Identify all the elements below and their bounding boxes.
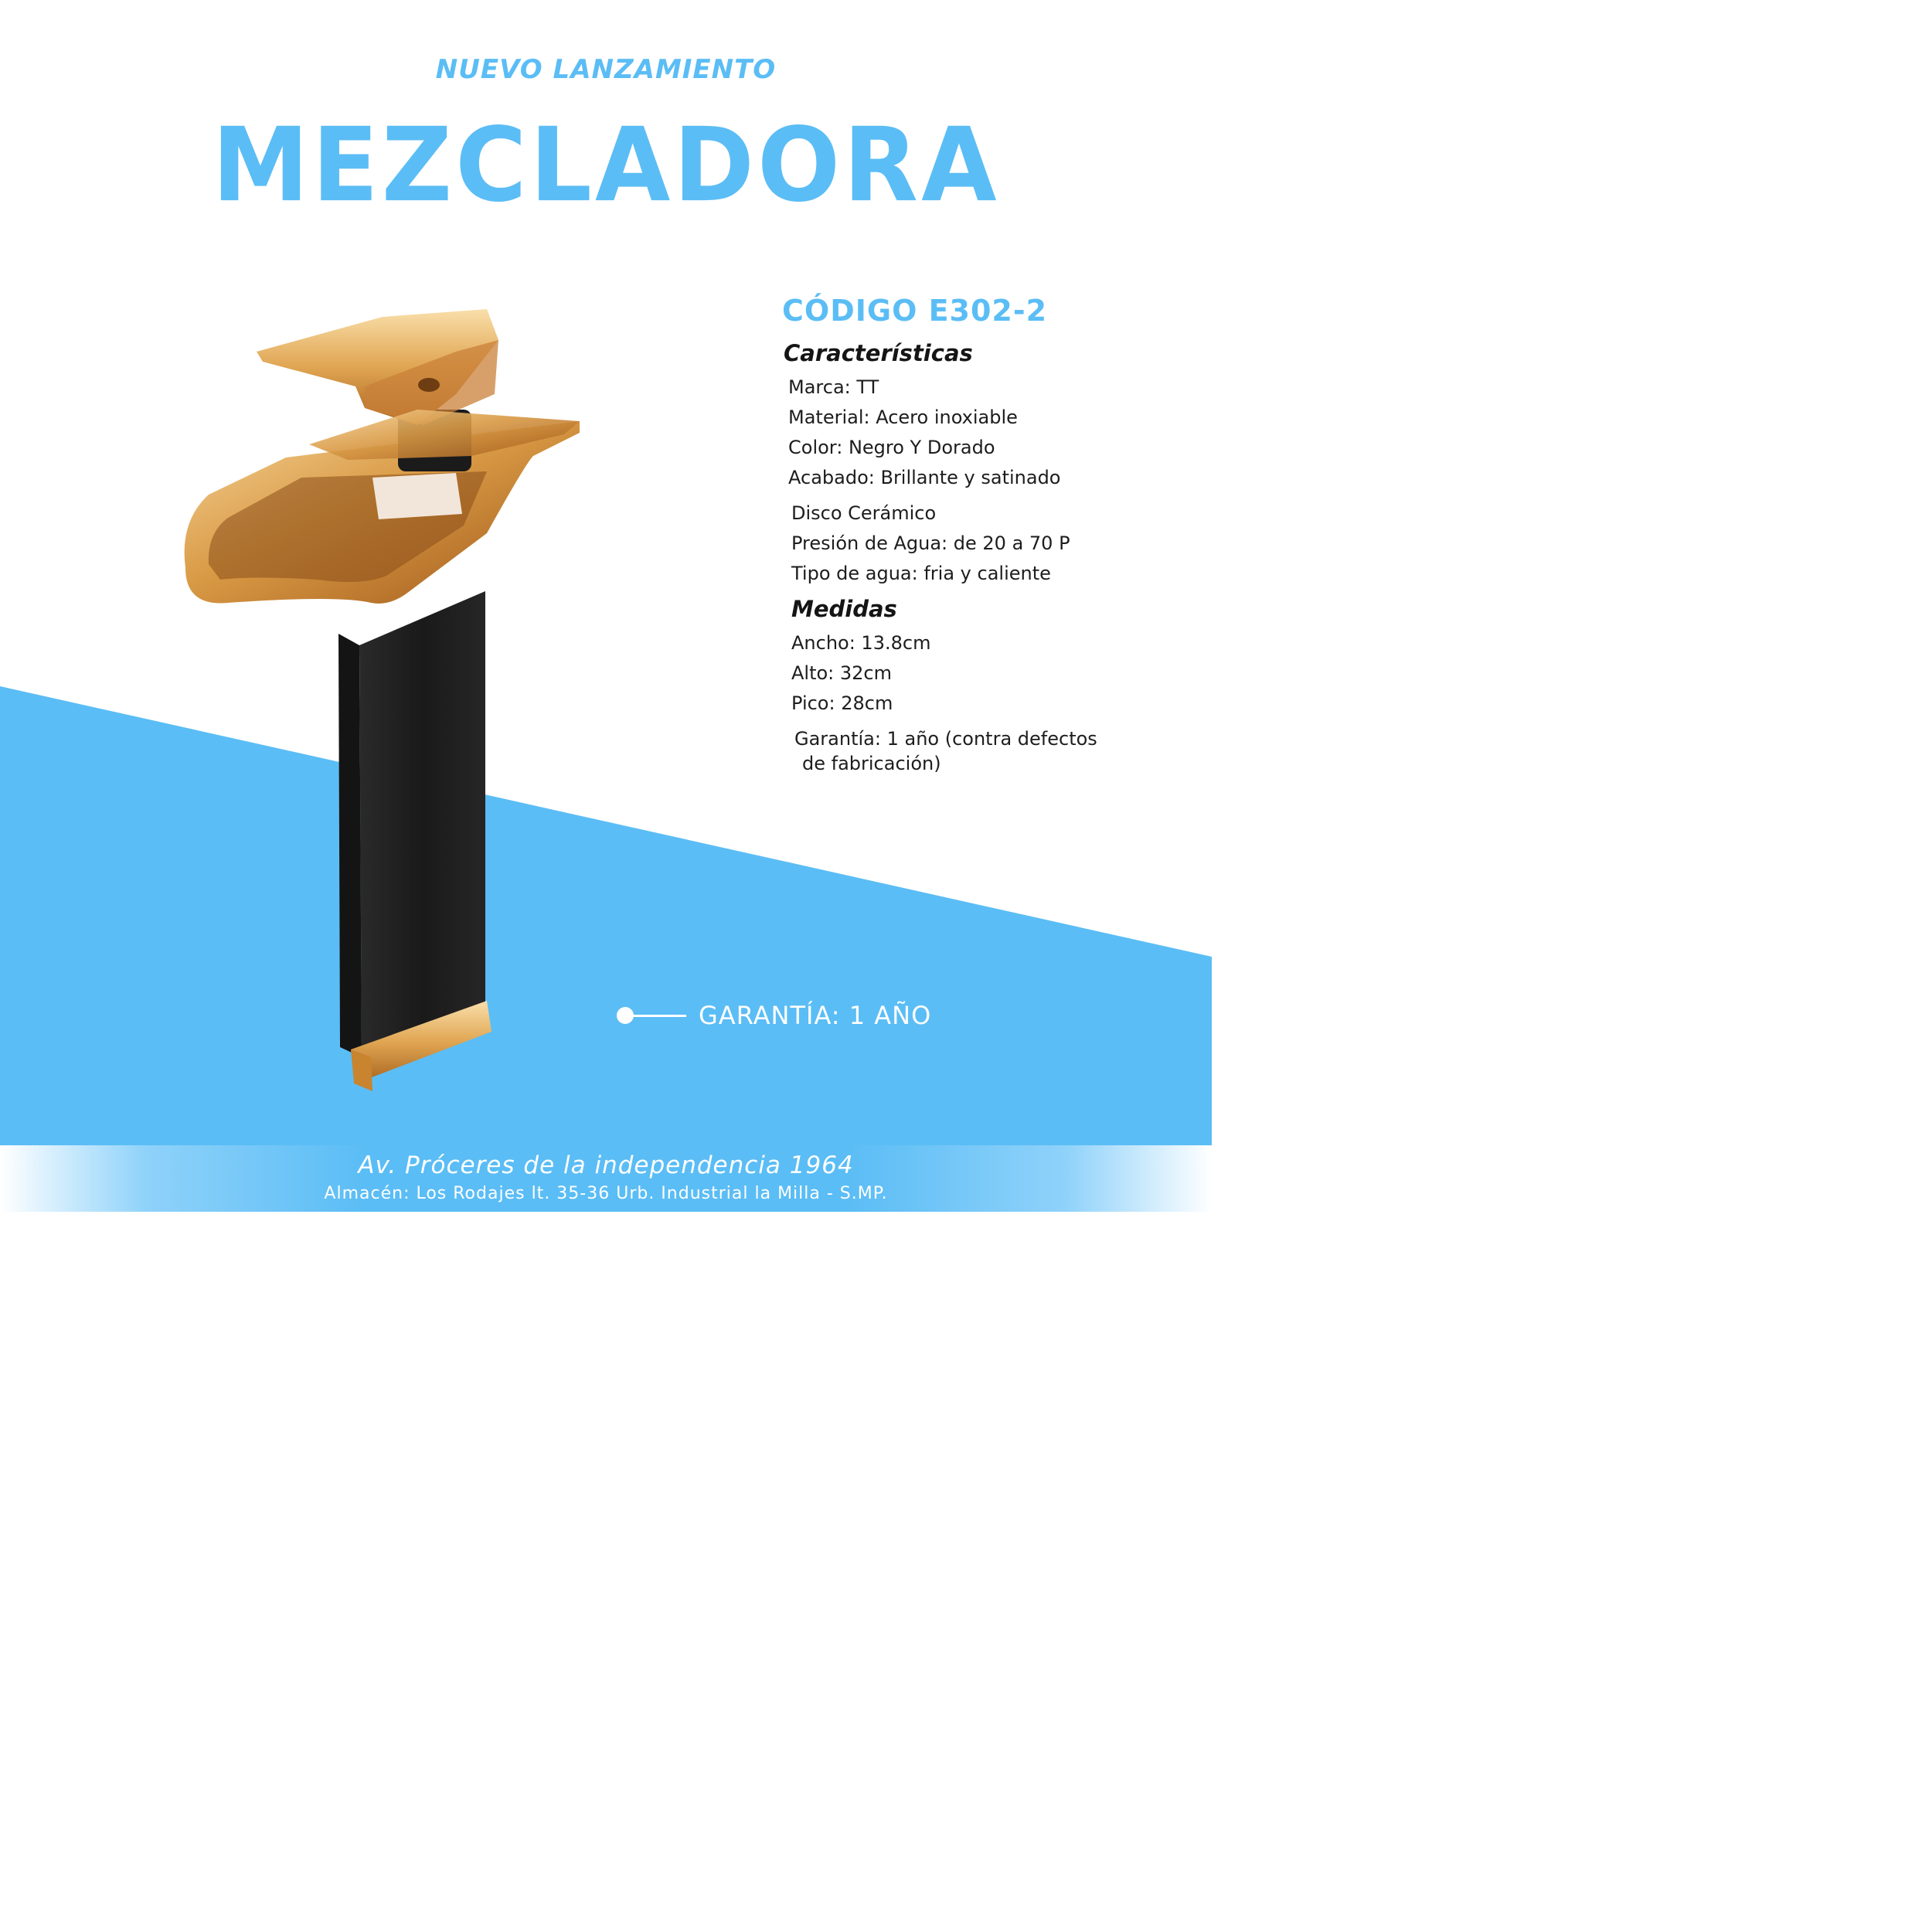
guarantee-label: GARANTÍA: 1 AÑO	[699, 1001, 932, 1030]
spec-material: Material: Acero inoxiable	[788, 406, 1018, 428]
spec-width: Ancho: 13.8cm	[791, 632, 931, 654]
product-code: CÓDIGO E302-2	[782, 294, 1048, 328]
bullet-dot-icon	[617, 1007, 634, 1024]
spec-height: Alto: 32cm	[791, 662, 893, 684]
spec-warranty-cont: de fabricación)	[802, 753, 941, 774]
spec-water-type: Tipo de agua: fria y caliente	[791, 563, 1051, 584]
spec-brand: Marca: TT	[788, 376, 879, 398]
spec-warranty: Garantía: 1 año (contra defectos	[794, 728, 1097, 750]
footer-address: Av. Próceres de la independencia 1964	[358, 1151, 854, 1179]
spec-pressure: Presión de Agua: de 20 a 70 P	[791, 532, 1070, 554]
spec-finish: Acabado: Brillante y satinado	[788, 467, 1061, 488]
measures-heading: Medidas	[791, 596, 897, 622]
guarantee-callout	[617, 998, 931, 1032]
footer-warehouse: Almacén: Los Rodajes lt. 35-36 Urb. Industrial la Milla - S.MP.	[324, 1184, 888, 1203]
features-heading: Características	[784, 340, 973, 366]
spec-color: Color: Negro Y Dorado	[788, 437, 995, 458]
spec-disc: Disco Cerámico	[791, 502, 937, 524]
page-title: MEZCLADORA	[212, 105, 1000, 225]
launch-subtitle: NUEVO LANZAMIENTO	[435, 54, 777, 85]
faucet-image	[162, 301, 595, 1105]
callout-line	[634, 1015, 686, 1017]
spec-spout: Pico: 28cm	[791, 692, 893, 714]
footer-bar	[0, 1145, 1212, 1212]
spec-panel	[782, 294, 1184, 782]
